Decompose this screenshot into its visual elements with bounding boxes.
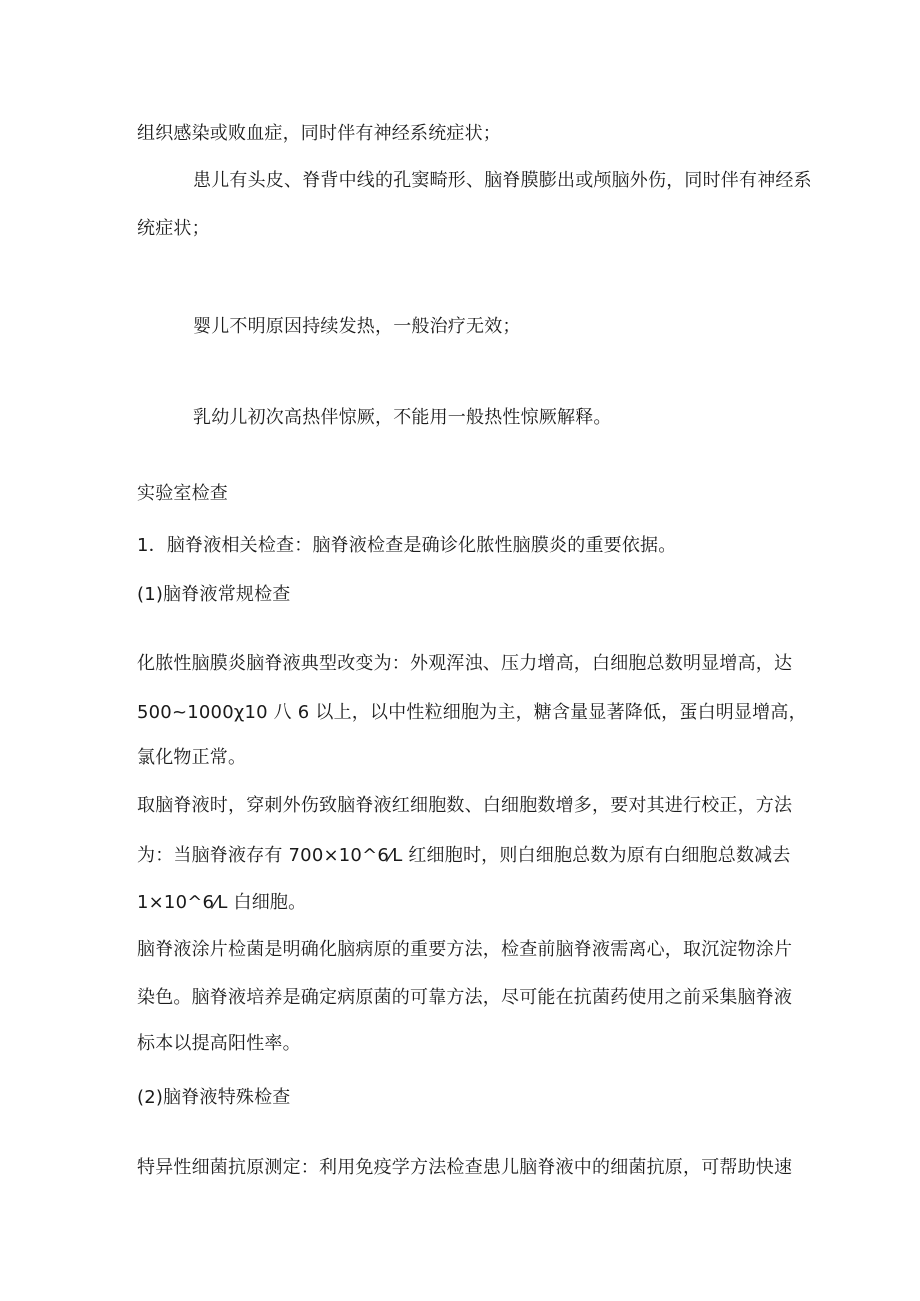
subsection-heading: (2)脑脊液特殊检查 (137, 1087, 291, 1108)
subsection-heading: (1)脑脊液常规检查 (137, 584, 291, 605)
text-line: 为：当脑脊液存有 700×10^6⁄L 红细胞时，则白细胞总数为原有白细胞总数减去 (137, 845, 791, 866)
text-line: 婴儿不明原因持续发热，一般治疗无效； (193, 316, 521, 337)
text-line: 氯化物正常。 (137, 747, 247, 768)
text-line: 特异性细菌抗原测定：利用免疫学方法检查患儿脑脊液中的细菌抗原，可帮助快速 (137, 1157, 793, 1178)
text-line: 标本以提高阳性率。 (137, 1033, 301, 1054)
text-line: 脑脊液涂片检菌是明确化脑病原的重要方法，检查前脑脊液需离心，取沉淀物涂片 (137, 939, 793, 960)
text-line: 取脑脊液时，穿刺外伤致脑脊液红细胞数、白细胞数增多，要对其进行校正，方法 (137, 795, 793, 816)
text-line: 患儿有头皮、脊背中线的孔窦畸形、脑脊膜膨出或颅脑外伤，同时伴有神经系 (193, 170, 812, 191)
text-line: 1×10^6⁄L 白细胞。 (137, 892, 307, 913)
text-line: 乳幼儿初次高热伴惊厥，不能用一般热性惊厥解释。 (193, 407, 612, 428)
text-line: 统症状； (137, 218, 210, 239)
text-line: 组织感染或败血症，同时伴有神经系统症状； (137, 123, 501, 144)
text-line: 染色。脑脊液培养是确定病原菌的可靠方法，尽可能在抗菌药使用之前采集脑脊液 (137, 987, 793, 1008)
text-line: 500~1000χ10 八 6 以上，以中性粒细胞为主，糖含量显著降低，蛋白明显增高， (137, 702, 807, 723)
section-heading: 实验室检查 (137, 483, 228, 504)
text-line: 1．脑脊液相关检查：脑脊液检查是确诊化脓性脑膜炎的重要依据。 (137, 535, 677, 556)
text-line: 化脓性脑膜炎脑脊液典型改变为：外观浑浊、压力增高，白细胞总数明显增高，达 (137, 653, 793, 674)
